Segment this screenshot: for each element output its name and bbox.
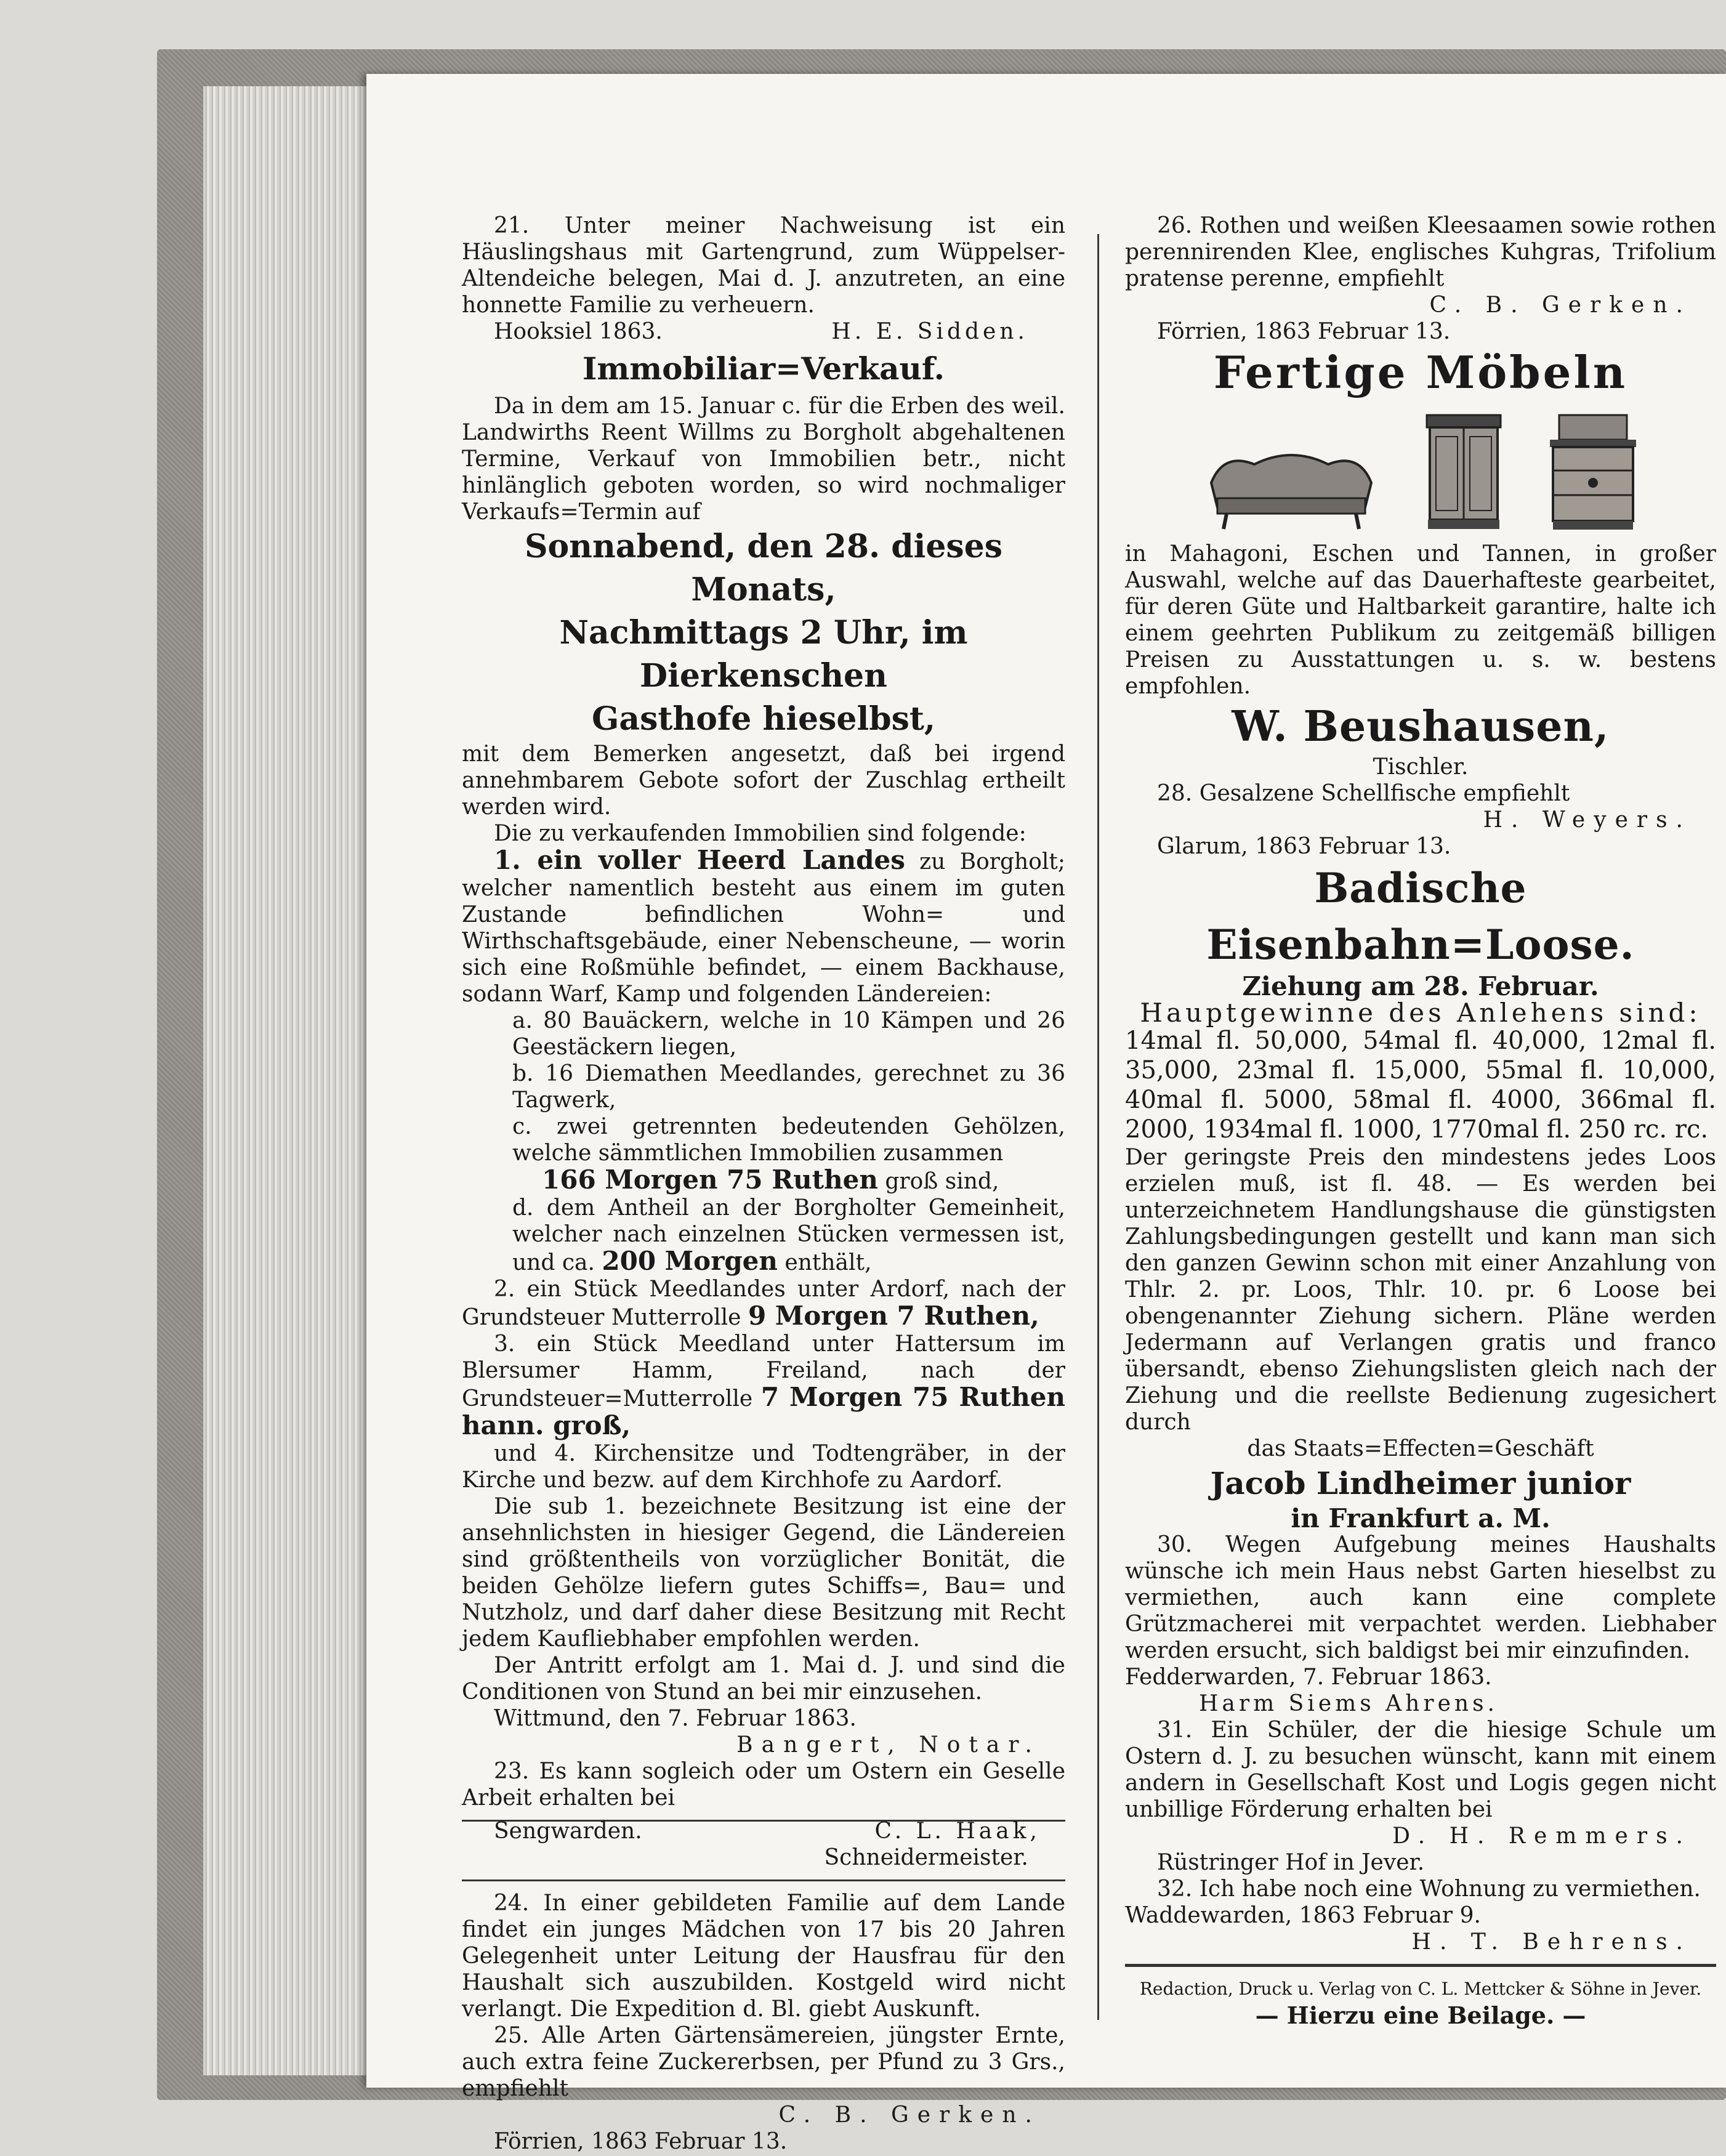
- immobiliar-item-d: [462, 1195, 1065, 1276]
- ad-31-name: D. H. Remmers.: [1392, 1823, 1692, 1849]
- immobiliar-heading: Immobiliar=Verkauf.: [582, 350, 945, 387]
- ad-23-text: 23. Es kann sogleich oder um Ostern ein Geselle Arbeit erhalten bei: [462, 1759, 1065, 1811]
- item-1-head: 1. ein voller Heerd Landes: [494, 845, 905, 875]
- immobiliar-item-1: [462, 847, 1065, 1007]
- loose-seller-name: Jacob Lindheimer junior: [1210, 1465, 1631, 1501]
- ad-31-place: Rüstringer Hof in Jever.: [1157, 1850, 1425, 1875]
- ad-25-text: 25. Alle Arten Gärtensämereien, jüngster Ernte, auch extra feine Zuckererbsen, per Pfund zu 3 Grs., empfiehlt: [462, 2023, 1065, 2101]
- ad-30-name: Harm Siems Ahrens.: [1199, 1691, 1498, 1716]
- moebel-text: in Mahagoni, Eschen und Tannen, in großer Auswahl, welche auf das Dauerhafteste gearbeitet, für deren Güte und Haltbarkeit garantire, halte ich einem geehrten Publikum zu zeitgemäß billigen Preisen zu Ausstattungen u. s. w. bestens empfohlen.: [1125, 541, 1716, 699]
- item-d-bold: 200 Morgen: [602, 1246, 778, 1276]
- ad-32-text: 32. Ich habe noch eine Wohnung zu vermiethen.: [1157, 1876, 1701, 1902]
- immobiliar-item-b: b. 16 Diemathen Meedlandes, gerechnet zu 36 Tagwerk,: [512, 1061, 1065, 1113]
- ad-26-text: 26. Rothen und weißen Kleesaamen sowie rothen perennirenden Klee, englisches Kuhgras, Trifolium pratense perenne, empfiehlt: [1125, 213, 1716, 291]
- immobiliar-item-2: [462, 1276, 1065, 1331]
- immobiliar-list-intro: Die zu verkaufenden Immobilien sind folgende:: [494, 821, 1026, 846]
- ad-26-name: C. B. Gerken.: [1429, 293, 1692, 318]
- ad-23-role: Schneidermeister.: [824, 1845, 1028, 1870]
- chest-of-drawers-illustration: [1544, 409, 1642, 532]
- ad-21-name: H. E. Sidden.: [831, 319, 1028, 344]
- ad-25-place: Förrien, 1863 Februar 13.: [494, 2129, 788, 2154]
- auction-date-line-2: Nachmittags 2 Uhr, im Dierkenschen: [559, 614, 968, 695]
- supplement-note: — Hierzu eine Beilage. —: [1255, 2001, 1586, 2029]
- item-2-text: 2. ein Stück Meedlandes unter Ardorf, nach der Grundsteuer Mutterrolle: [462, 1277, 1065, 1330]
- immobiliar-place: Wittmund, den 7. Februar 1863.: [494, 1706, 857, 1731]
- ad-21-signature: [462, 318, 1065, 345]
- ad-23-name: C. L. Haak,: [874, 1819, 1041, 1844]
- ad-28-text: 28. Gesalzene Schellfische empfiehlt: [1157, 781, 1570, 806]
- ad-21-text: 21. Unter meiner Nachweisung ist ein Häuslingshaus mit Gartengrund, zum Wüppelser-Altendeiche belegen, Mai d. J. anzutreten, an eine honnette Familie zu verheuern.: [462, 213, 1065, 318]
- furniture-illustrations: [1125, 409, 1716, 532]
- loose-heading: Badische Eisenbahn=Loose.: [1206, 864, 1635, 969]
- imprint: Redaction, Druck u. Verlag von C. L. Mettcker & Söhne in Jever.: [1139, 1979, 1702, 1999]
- item-d-text: d. dem Antheil an der Borgholter Gemeinheit, welcher nach einzelnen Stücken vermessen ist, und ca.: [512, 1195, 1065, 1275]
- auction-date-line-1: Sonnabend, den 28. dieses Monats,: [524, 528, 1003, 608]
- left-column: [462, 212, 1065, 2155]
- immobiliar-notary: Bangert, Notar.: [736, 1732, 1041, 1758]
- item-d-tail: enthält,: [784, 1250, 872, 1275]
- item-2-bold: 9 Morgen 7 Ruthen,: [748, 1301, 1039, 1331]
- ad-25-name: C. B. Gerken.: [778, 2102, 1041, 2128]
- ad-31-text: 31. Ein Schüler, der die hiesige Schule um Ostern d. J. zu besuchen wünscht, kann mit einem andern in Gesellschaft Kost und Logis gegen nicht unbillige Förderung erhalten bei: [1125, 1718, 1716, 1822]
- immobiliar-intro: Da in dem am 15. Januar c. für die Erben des weil. Landwirths Reent Willms zu Borgholt abgehaltenen Termine, Verkauf von Immobilien betr., nicht hinlänglich geboten worden, so wird nochmaliger Verkaufs=Termin auf: [462, 394, 1065, 525]
- moebel-maker-name: W. Beushausen,: [1232, 702, 1610, 751]
- item-c-bold: 166 Morgen 75 Ruthen: [542, 1165, 878, 1195]
- immobiliar-item-a: a. 80 Bauäckern, welche in 10 Kämpen und 26 Geestäckern liegen,: [512, 1008, 1065, 1060]
- ad-23-place: Sengwarden.: [494, 1819, 642, 1844]
- immobiliar-item-c: c. zwei getrennten bedeutenden Gehölzen, welche sämmtlichen Immobilien zusammen: [512, 1114, 1065, 1166]
- immobiliar-item-c-size: [462, 1166, 1065, 1195]
- item-3-bold: 7 Morgen 75 Ruthen hann. groß,: [462, 1382, 1065, 1440]
- sofa-illustration: [1199, 440, 1384, 532]
- ad-28-place: Glarum, 1863 Februar 13.: [1157, 834, 1451, 859]
- immobiliar-antritt: Der Antritt erfolgt am 1. Mai d. J. und sind die Conditionen von Stund an bei mir einzusehen.: [462, 1653, 1065, 1705]
- right-column: [1125, 212, 1716, 2029]
- immobiliar-after-date: mit dem Bemerken angesetzt, daß bei irgend annehmbarem Gebote sofort der Zuschlag ertheilt werden wird.: [462, 741, 1065, 820]
- ad-24-text: 24. In einer gebildeten Familie auf dem Lande findet ein junges Mädchen von 17 bis 20 Jahren Gelegenheit unter Leitung der Hausfrau für den Haushalt sich auszubilden. Kostgeld wird nicht verlangt. Die Expedition d. Bl. giebt Auskunft.: [462, 1891, 1065, 2022]
- ad-23-bottom-rule: [462, 1879, 1065, 1881]
- item-1-tail: zu Borgholt; welcher namentlich besteht aus einem im guten Zustande befindlichen Wohn= und Wirthschaftsgebäude, einer Nebenscheune, — worin sich eine Roßmühle befindet, — einem Backhause, sodann Warf, Kamp und folgenden Ländereien:: [462, 849, 1065, 1007]
- ad-21-place: Hooksiel 1863.: [494, 319, 663, 344]
- ad-28-name: H. Weyers.: [1483, 807, 1692, 833]
- imprint-rule: [1125, 1964, 1716, 1967]
- moebel-heading: Fertige Möbeln: [1213, 346, 1628, 398]
- ad-30-text: 30. Wegen Aufgebung meines Haushalts wünsche ich mein Haus nebst Garten hieselbst zu vermiethen, auch kann eine complete Grützmacherei mit verpachtet werden. Liebhaber werden ersucht, sich baldigst bei mir einzufinden.: [1125, 1532, 1716, 1663]
- moebel-maker-role: Tischler.: [1373, 754, 1469, 780]
- immobiliar-item-4: und 4. Kirchensitze und Todtengräber, in der Kirche und bezw. auf dem Kirchhofe zu Aardorf.: [462, 1441, 1065, 1493]
- newspaper-page: [366, 74, 1726, 2154]
- wardrobe-illustration: [1421, 409, 1507, 532]
- loose-prizes: 14mal fl. 50,000, 54mal fl. 40,000, 12mal fl. 35,000, 23mal fl. 15,000, 55mal fl. 10,000, 40mal fl. 5000, 58mal fl. 4000, 366mal fl. 2000, 1934mal fl. 1000, 1770mal fl. 250 rc. rc.: [1125, 1027, 1716, 1144]
- item-c-tail: groß sind,: [885, 1169, 999, 1194]
- ad-30-place: Fedderwarden, 7. Februar 1863.: [1125, 1665, 1492, 1690]
- ad-32-place: Waddewarden, 1863 Februar 9.: [1125, 1903, 1481, 1928]
- item-3-text: 3. ein Stück Meedland unter Hattersum im Blersumer Hamm, Freiland, nach der Grundsteuer=Mutterrolle: [462, 1331, 1065, 1411]
- immobiliar-item-3: [462, 1331, 1065, 1440]
- page-edges: [203, 86, 388, 2075]
- loose-main-prizes-title: Hauptgewinne des Anlehens sind:: [1140, 998, 1701, 1028]
- ad-32-name: H. T. Behrens.: [1411, 1929, 1692, 1955]
- ad-23-signature: [462, 1818, 1065, 1844]
- ad-26-place: Förrien, 1863 Februar 13.: [1157, 319, 1451, 344]
- loose-seller-city: in Frankfurt a. M.: [1291, 1503, 1551, 1533]
- loose-draw-date: Ziehung am 28. Februar.: [1242, 971, 1599, 1001]
- loose-firm: das Staats=Effecten=Geschäft: [1247, 1436, 1594, 1461]
- immobiliar-description: Die sub 1. bezeichnete Besitzung ist eine der ansehnlichsten in hiesiger Gegend, die Ländereien sind größtentheils von vorzüglicher Bonität, die beiden Gehölze liefern gutes Schiffs=, Bau= und Nutzholz, und darf daher diese Besitzung mit Recht jedem Kaufliebhaber empfohlen werden.: [462, 1494, 1065, 1652]
- auction-date-line-3: Gasthofe hieselbst,: [592, 700, 935, 738]
- loose-text: Der geringste Preis den mindestens jedes Loos erzielen muß, ist fl. 48. — Es werden bei unterzeichnetem Handlungshause die günstigsten Zahlungsbedingungen gestellt und kann man sich den ganzen Gewinn schon mit einer Anzahlung von Thlr. 2. pr. Loos, Thlr. 10. pr. 6 Loose bei obengenannter Ziehung sichern. Pläne werden Jedermann auf Verlangen gratis und franco übersandt, ebenso Ziehungslisten gleich nach der Ziehung und die reellste Bedienung zugesichert durch: [1125, 1145, 1716, 1435]
- column-divider: [1097, 234, 1099, 2020]
